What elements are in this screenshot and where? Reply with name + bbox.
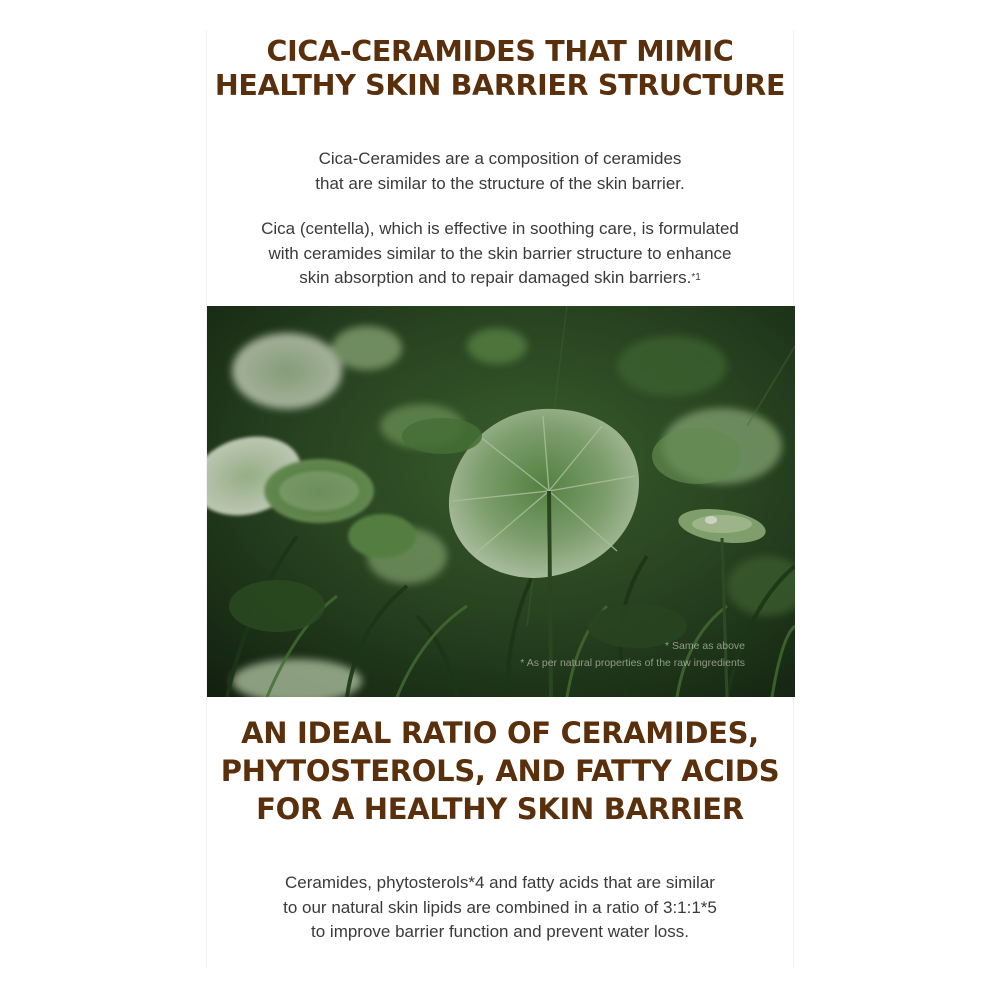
centella-leaves-photo xyxy=(207,306,795,697)
section1-paragraph2 xyxy=(207,217,793,291)
section1-paragraph2-line1: Cica (centella), which is effective in soothing care, is formulated xyxy=(261,219,739,238)
product-detail-panel xyxy=(206,30,794,968)
section1-title-line1: CICA-CERAMIDES THAT MIMIC xyxy=(266,35,734,68)
section1-paragraph2-line3 xyxy=(207,266,793,291)
section2-paragraph-line2: to our natural skin lipids are combined in a ratio of 3:1:1*5 xyxy=(283,897,717,917)
section1-paragraph1-line1: Cica-Ceramides are a composition of ceramides xyxy=(318,149,682,168)
photo-note-1: * Same as above xyxy=(665,640,745,652)
section1-title-line2: HEALTHY SKIN BARRIER STRUCTURE xyxy=(214,69,786,102)
section2-title-line1: AN IDEAL RATIO OF CERAMIDES, xyxy=(241,716,759,750)
centella-leaves-illustration xyxy=(207,306,795,697)
section2-paragraph-line1: Ceramides, phytosterols*4 and fatty acids that are similar xyxy=(285,873,715,892)
section2-title-line3: FOR A HEALTHY SKIN BARRIER xyxy=(256,792,744,826)
section2-title-line2: PHYTOSTEROLS, AND FATTY ACIDS xyxy=(220,754,780,788)
section1-paragraph1 xyxy=(207,147,793,196)
section1-paragraph1-line2: that are similar to the structure of the skin barrier. xyxy=(315,173,685,193)
section2-title xyxy=(207,714,793,828)
section1-paragraph2-line2: with ceramides similar to the skin barrier structure to enhance xyxy=(268,243,732,263)
section2-paragraph xyxy=(207,871,793,945)
photo-note-2: * As per natural properties of the raw ingredients xyxy=(520,657,745,669)
section2-paragraph-line3: to improve barrier function and prevent water loss. xyxy=(311,922,689,941)
footnote-ref: *1 xyxy=(691,272,701,283)
section1-paragraph2-line3-text: skin absorption and to repair damaged skin barriers. xyxy=(299,268,692,287)
section1-title xyxy=(207,35,793,103)
